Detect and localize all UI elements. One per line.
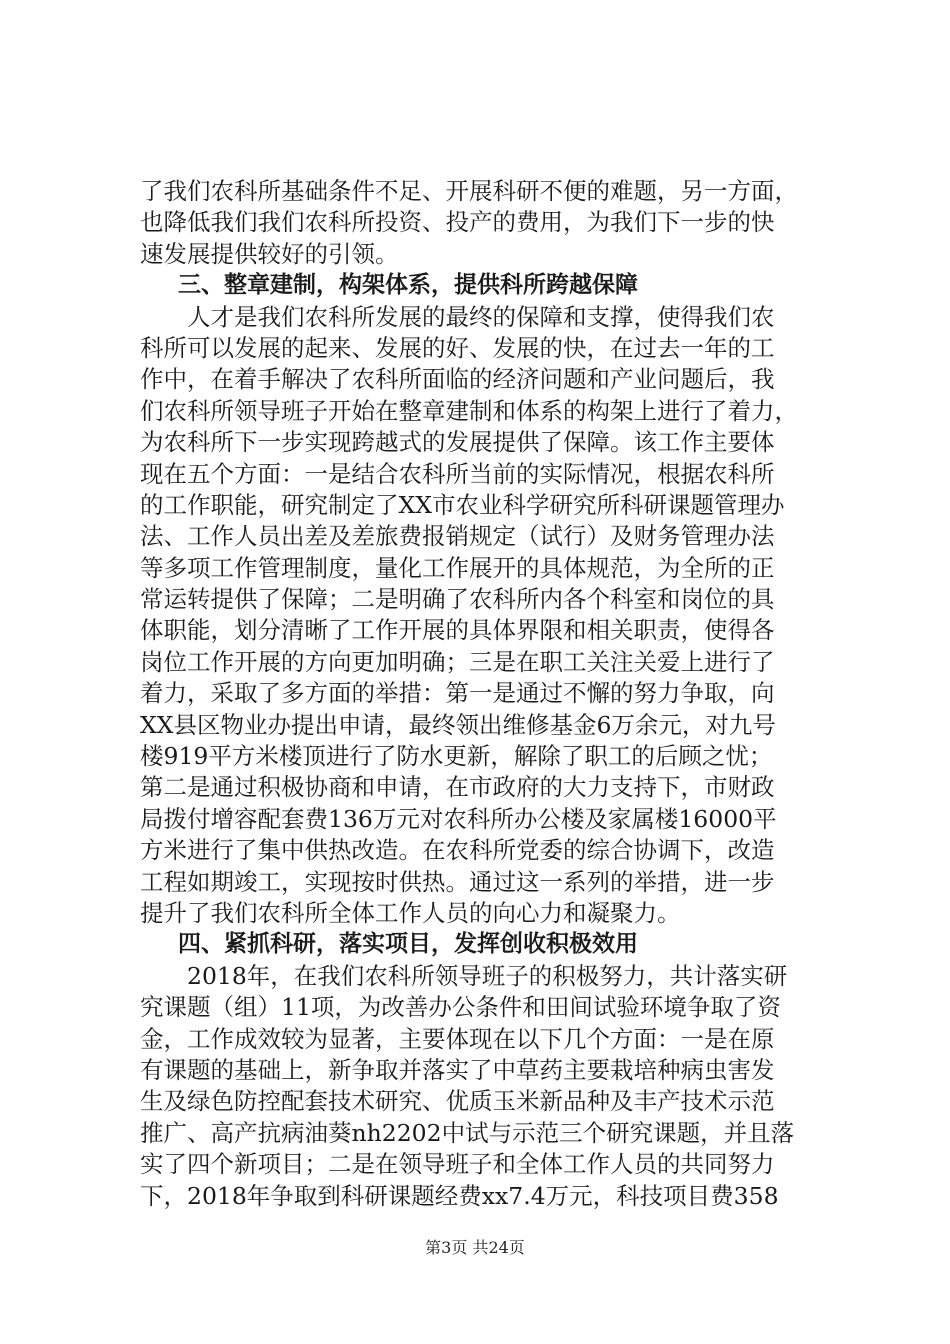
page-footer: 第3页 共24页 <box>425 1238 525 1257</box>
body-line: 生及绿色防控配套技术研究、优质玉米新品种及丰产技术示范 <box>140 1087 775 1116</box>
body-line: 实了四个新项目；二是在领导班子和全体工作人员的共同努力 <box>140 1150 775 1179</box>
body-line: 科所可以发展的起来、发展的好、发展的快，在过去一年的工 <box>140 333 775 362</box>
section-heading-3: 三、整章建制，构架体系，提供科所跨越保障 <box>178 272 638 299</box>
body-line: 工程如期竣工，实现按时供热。通过这一系列的举措，进一步 <box>140 867 775 896</box>
body-line: XX县区物业办提出申请，最终领出维修基金6万余元，对九号 <box>140 710 776 739</box>
body-line: 提升了我们农科所全体工作人员的向心力和凝聚力。 <box>140 898 681 927</box>
body-line: 速发展提供较好的引领。 <box>140 239 399 268</box>
body-line: 现在五个方面：一是结合农科所当前的实际情况，根据农科所 <box>140 459 775 488</box>
document-body <box>140 176 830 1212</box>
body-line: 着力，采取了多方面的举措：第一是通过不懈的努力争取，向 <box>140 679 775 708</box>
body-line: 有课题的基础上，新争取并落实了中草药主要栽培种病虫害发 <box>140 1055 775 1084</box>
paragraph-first-line: 2018年，在我们农科所领导班子的积极努力，共计落实研 <box>187 961 788 990</box>
section-heading-4: 四、紧抓科研，落实项目，发挥创收积极效用 <box>178 931 638 958</box>
body-line: 体职能，划分清晰了工作开展的具体界限和相关职责，使得各 <box>140 616 775 645</box>
body-line: 下，2018年争取到科研课题经费xx7.4万元，科技项目费358 <box>140 1181 779 1210</box>
body-line: 方米进行了集中供热改造。在农科所党委的综合协调下，改造 <box>140 836 775 865</box>
body-line: 了我们农科所基础条件不足、开展科研不便的难题，另一方面， <box>140 177 798 205</box>
body-line: 法、工作人员出差及差旅费报销规定（试行）及财务管理办法 <box>140 522 775 551</box>
body-line: 第二是通过积极协商和申请，在市政府的大力支持下，市财政 <box>140 773 775 802</box>
body-line: 等多项工作管理制度，量化工作展开的具体规范，为全所的正 <box>140 553 775 582</box>
paragraph-first-line: 人才是我们农科所发展的最终的保障和支撑，使得我们农 <box>187 302 775 331</box>
body-line: 楼919平方米楼顶进行了防水更新，解除了职工的后顾之忧； <box>140 742 773 771</box>
body-line: 常运转提供了保障；二是明确了农科所内各个科室和岗位的具 <box>140 585 775 614</box>
body-line: 究课题（组）11项，为改善办公条件和田间试验环境争取了资 <box>140 993 781 1022</box>
body-line: 的工作职能，研究制定了XX市农业科学研究所科研课题管理办 <box>140 490 785 519</box>
body-line: 推广、高产抗病油葵nh2202中试与示范三个研究课题，并且落 <box>140 1118 795 1147</box>
body-line: 金，工作成效较为显著，主要体现在以下几个方面：一是在原 <box>140 1024 775 1053</box>
body-line: 也降低我们我们农科所投资、投产的费用，为我们下一步的快 <box>140 208 775 237</box>
body-line: 们农科所领导班子开始在整章建制和体系的构架上进行了着力， <box>140 396 798 425</box>
body-line: 岗位工作开展的方向更加明确；三是在职工关注关爱上进行了 <box>140 647 775 676</box>
body-line: 局拨付增容配套费136万元对农科所办公楼及家属楼16000平 <box>140 804 777 833</box>
body-line: 作中，在着手解决了农科所面临的经济问题和产业问题后，我 <box>140 365 775 394</box>
body-line: 为农科所下一步实现跨越式的发展提供了保障。该工作主要体 <box>140 428 775 457</box>
